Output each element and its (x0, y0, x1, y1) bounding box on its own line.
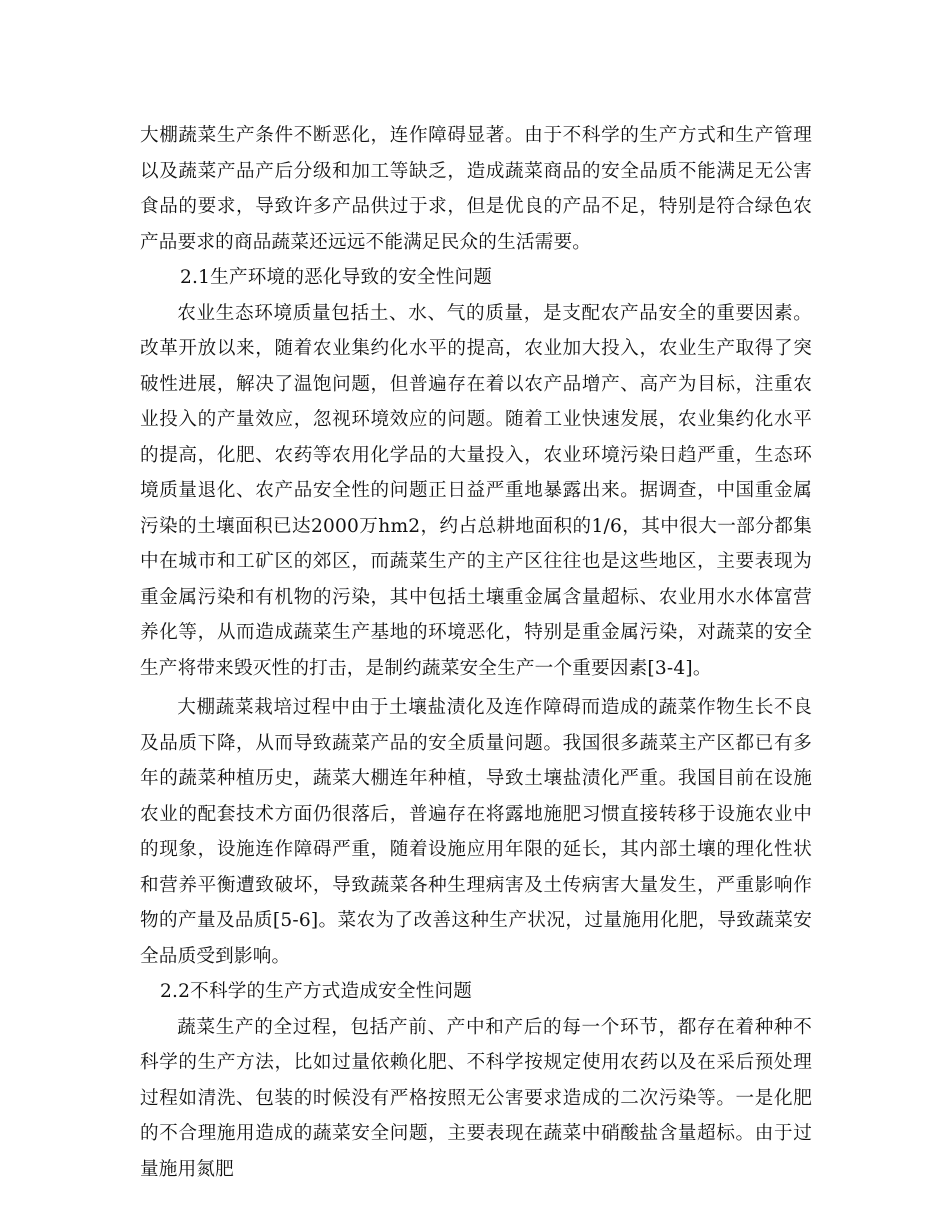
paragraph-intro: 大棚蔬菜生产条件不断恶化，连作障碍显著。由于不科学的生产方式和生产管理以及蔬菜产品产后分级和加工等缺乏，造成蔬菜商品的安全品质不能满足无公害食品的要求，导致许多产品供过于求，但是优良的产品不足，特别是符合绿色农产品要求的商品蔬菜还远远不能满足民众的生活需要。 (140, 125, 812, 253)
paragraph-production-methods: 蔬菜生产的全过程，包括产前、产中和产后的每一个环节，都存在着种种不科学的生产方法，比如过量依赖化肥、不科学按规定使用农药以及在采后预处理过程如清洗、包装的时候没有严格按照无公害要求造成的二次污染等。一是化肥的不合理施用造成的蔬菜安全问题，主要表现在蔬菜中硝酸盐含量超标。由于过量施用氮肥 (140, 1016, 812, 1180)
paragraph-environment: 农业生态环境质量包括土、水、气的质量，是支配农产品安全的重要因素。改革开放以来，随着农业集约化水平的提高，农业加大投入，农业生产取得了突破性进展，解决了温饱问题，但普遍存在着以农产品增产、高产为目标，注重农业投入的产量效应，忽视环境效应的问题。随着工业快速发展，农业集约化水平的提高，化肥、农药等农用化学品的大量投入，农业环境污染日趋严重，生态环境质量退化、农产品安全性的问题正日益严重地暴露出来。据调查，中国重金属污染的土壤面积已达2000万hm2，约占总耕地面积的1/6，其中很大一部分都集中在城市和工矿区的郊区，而蔬菜生产的主产区往往也是这些地区，主要表现为重金属污染和有机物的污染，其中包括土壤重金属含量超标、农业用水水体富营养化等，从而造成蔬菜生产基地的环境恶化，特别是重金属污染，对蔬菜的安全生产将带来毁灭性的打击，是制约蔬菜安全生产一个重要因素[3-4]。 (140, 302, 812, 679)
paragraph-greenhouse: 大棚蔬菜栽培过程中由于土壤盐渍化及连作障碍而造成的蔬菜作物生长不良及品质下降，从而导致蔬菜产品的安全质量问题。我国很多蔬菜主产区都已有多年的蔬菜种植历史，蔬菜大棚连年种植，导致土壤盐渍化严重。我国目前在设施农业的配套技术方面仍很落后，普遍存在将露地施肥习惯直接转移于设施农业中的现象，设施连作障碍严重，随着设施应用年限的延长，其内部土壤的理化性状和营养平衡遭致破坏，导致蔬菜各种生理病害及土传病害大量发生，严重影响作物的产量及品质[5-6]。菜农为了改善这种生产状况，过量施用化肥，导致蔬菜安全品质受到影响。 (140, 697, 812, 967)
section-heading-2-2: 2.2不科学的生产方式造成安全性问题 (160, 981, 473, 1002)
body-text (140, 118, 812, 1187)
section-heading-2-1: 2.1生产环境的恶化导致的安全性问题 (180, 267, 493, 288)
